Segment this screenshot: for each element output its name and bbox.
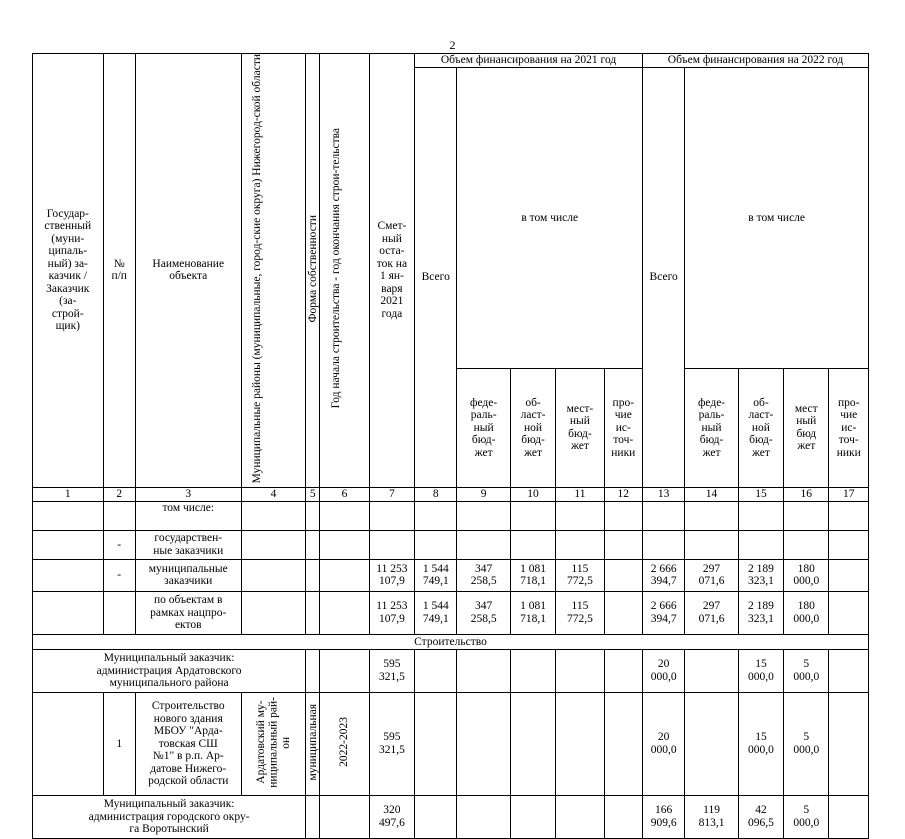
cell-total-2022: 166 909,6: [642, 795, 684, 838]
cell-regional-2022: 15 000,0: [738, 649, 783, 692]
header-local-2021: мест- ный бюд- жет: [556, 368, 604, 487]
cell-total-2022: 20 000,0: [642, 692, 684, 795]
cell-local-2021: 115 772,5: [556, 559, 604, 591]
col-number: 3: [135, 487, 241, 501]
header-regional-2022: об- ласт- ной бюд- жет: [738, 368, 783, 487]
cell-local-2021: 115 772,5: [556, 591, 604, 634]
col-number: 4: [241, 487, 306, 501]
page-number: 2: [449, 38, 456, 52]
col-number: 11: [556, 487, 604, 501]
col-number: 9: [457, 487, 510, 501]
header-fin-2021: Объем финансирования на 2021 год: [415, 54, 643, 68]
cell-estimate: 595 321,5: [369, 692, 414, 795]
col-number: 6: [320, 487, 369, 501]
header-regional-2021: об- ласт- ной бюд- жет: [510, 368, 555, 487]
col-number: 7: [369, 487, 414, 501]
cell-regional-2022: 2 189 323,1: [738, 591, 783, 634]
cell-regional-2022: 42 096,5: [738, 795, 783, 838]
col-number: 12: [604, 487, 642, 501]
col-number: 17: [829, 487, 869, 501]
row-name: муниципальные заказчики: [135, 559, 241, 591]
row-name: государствен- ные заказчики: [135, 530, 241, 559]
table-row: [33, 501, 869, 530]
col-number: 16: [784, 487, 829, 501]
object-years: 2022-2023: [320, 692, 369, 795]
col-number: 1: [33, 487, 104, 501]
cell-federal-2021: 347 258,5: [457, 591, 510, 634]
customer-label: Муниципальный заказчик: администрация Ардатовского муниципального района: [33, 649, 306, 692]
header-other-2022: про- чие ис- точ- ники: [829, 368, 869, 487]
header-customer: Государ- ственный (муни- ципаль- ный) за- казчик / Заказчик (за- строй- щик): [33, 54, 104, 488]
cell-total-2021: 1 544 749,1: [415, 591, 457, 634]
header-including-2022: в том числе: [685, 68, 869, 369]
header-total-2022: Всего: [642, 68, 684, 488]
header-years: Год начала строительства - год окончания строи-тельства: [320, 54, 369, 488]
col-number: 13: [642, 487, 684, 501]
cell-local-2022: 5 000,0: [784, 649, 829, 692]
col-number: 14: [685, 487, 738, 501]
table-row: [33, 530, 869, 559]
cell-estimate: 11 253 107,9: [369, 559, 414, 591]
customer-row: [33, 649, 869, 692]
cell-total-2022: 2 666 394,7: [642, 591, 684, 634]
cell-total-2021: 1 544 749,1: [415, 559, 457, 591]
cell-total-2022: 2 666 394,7: [642, 559, 684, 591]
col-number: 10: [510, 487, 555, 501]
row-num: 1: [103, 692, 135, 795]
cell-local-2022: 180 000,0: [784, 591, 829, 634]
object-ownership: муниципальная: [306, 692, 320, 795]
header-fin-2022: Объем финансирования на 2022 год: [642, 54, 868, 68]
cell-local-2022: 5 000,0: [784, 692, 829, 795]
header-row-1: [33, 54, 869, 68]
row-num: -: [103, 559, 135, 591]
cell-local-2022: 5 000,0: [784, 795, 829, 838]
cell-estimate: 595 321,5: [369, 649, 414, 692]
cell-federal-2022: 297 071,6: [685, 591, 738, 634]
cell-estimate: 320 497,6: [369, 795, 414, 838]
header-total-2021: Всего: [415, 68, 457, 488]
section-title: Строительство: [33, 634, 869, 649]
cell-federal-2022: 297 071,6: [685, 559, 738, 591]
cell-estimate: 11 253 107,9: [369, 591, 414, 634]
financing-table: [32, 53, 869, 839]
cell-local-2022: 180 000,0: [784, 559, 829, 591]
header-including-2021: в том числе: [457, 68, 643, 369]
customer-row: [33, 795, 869, 838]
column-number-row: [33, 487, 869, 501]
col-number: 15: [738, 487, 783, 501]
cell-total-2022: 20 000,0: [642, 649, 684, 692]
row-name: по объектам в рамках нацпро- ектов: [135, 591, 241, 634]
object-name: Строительство нового здания МБОУ "Арда- товская СШ №1" в р.п. Ар- датове Нижего- родской области: [135, 692, 241, 795]
table-row: [33, 559, 869, 591]
row-name: том числе:: [135, 501, 241, 530]
object-district: Ардатовский му- ниципальный рай- он: [241, 692, 306, 795]
cell-regional-2021: 1 081 718,1: [510, 591, 555, 634]
customer-label: Муниципальный заказчик: администрация городского окру- га Воротынский: [33, 795, 306, 838]
header-ownership: Форма собственности: [306, 54, 320, 488]
object-row: [33, 692, 869, 795]
cell-federal-2022: 119 813,1: [685, 795, 738, 838]
section-row: [33, 634, 869, 649]
cell-federal-2021: 347 258,5: [457, 559, 510, 591]
cell-regional-2022: 15 000,0: [738, 692, 783, 795]
header-districts: Муниципальные районы (муниципальные, город-ские округа) Нижегород-ской области: [241, 54, 306, 488]
header-federal-2021: феде- раль- ный бюд- жет: [457, 368, 510, 487]
table-row: [33, 591, 869, 634]
col-number: 5: [306, 487, 320, 501]
row-num: -: [103, 530, 135, 559]
cell-regional-2022: 2 189 323,1: [738, 559, 783, 591]
header-local-2022: мест ный бюд жет: [784, 368, 829, 487]
col-number: 2: [103, 487, 135, 501]
header-object-name: Наименование объекта: [135, 54, 241, 488]
header-federal-2022: феде- раль- ный бюд- жет: [685, 368, 738, 487]
cell-regional-2021: 1 081 718,1: [510, 559, 555, 591]
col-number: 8: [415, 487, 457, 501]
header-estimate: Смет- ный оста- ток на 1 ян- варя 2021 года: [369, 54, 414, 488]
header-num: № п/п: [103, 54, 135, 488]
header-other-2021: про- чие ис- точ- ники: [604, 368, 642, 487]
